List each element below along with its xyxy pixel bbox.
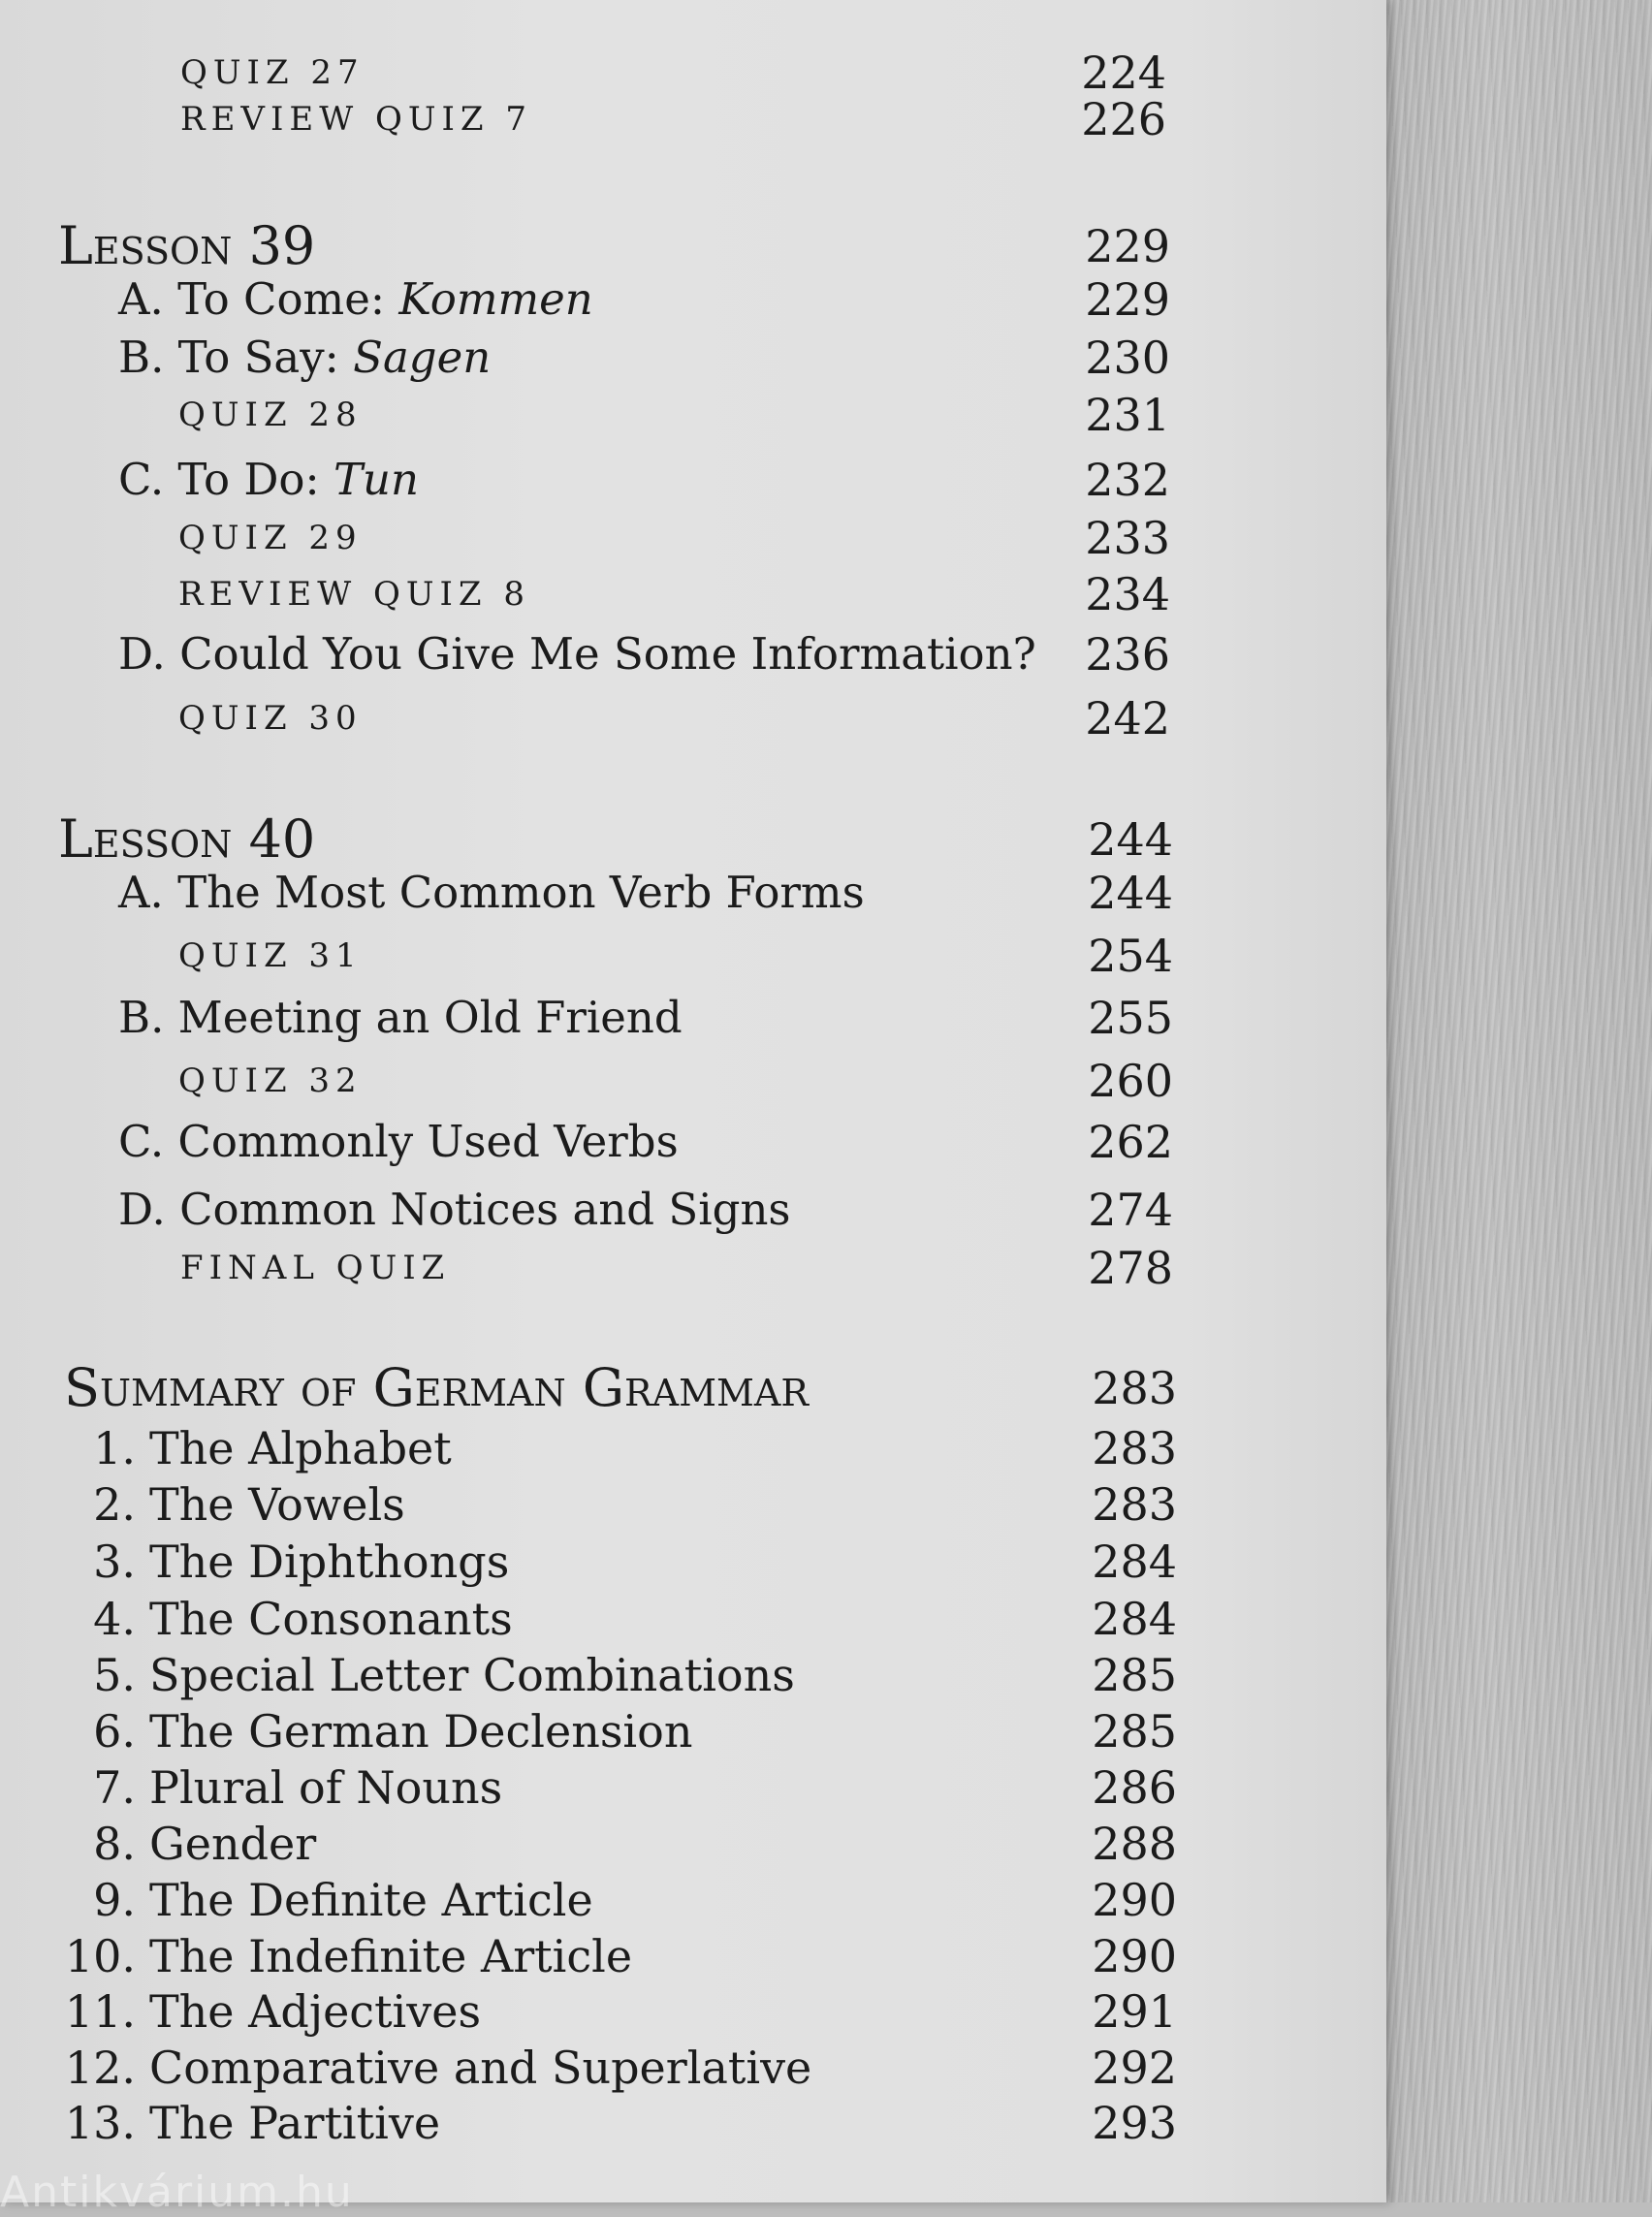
- grammar-entry: [0, 1873, 1386, 1927]
- toc-entry-page: 242: [1085, 692, 1170, 744]
- toc-entry-final-quiz: [0, 1241, 1386, 1295]
- toc-entry-page: 286: [1092, 1761, 1177, 1814]
- toc-heading-lesson-39: [0, 215, 1386, 276]
- toc-entry-label: 8. Gender: [93, 1818, 317, 1870]
- toc-entry-label: QUIZ 30: [178, 699, 363, 738]
- toc-entry-page: 262: [1088, 1116, 1173, 1168]
- toc-entry-page: 229: [1085, 220, 1170, 272]
- toc-entry-quiz-32: [0, 1054, 1386, 1108]
- toc-entry-page: 284: [1092, 1593, 1177, 1645]
- grammar-entry: [0, 1535, 1386, 1589]
- toc-entry-page: 232: [1085, 454, 1170, 506]
- grammar-entry: [0, 2096, 1386, 2150]
- toc-entry-emphasis: Tun: [334, 454, 419, 505]
- toc-entry-label: REVIEW QUIZ 7: [180, 100, 532, 139]
- toc-entry-tun: [0, 453, 1386, 507]
- toc-entry-review-quiz-7: [0, 92, 1386, 146]
- section-title: Summary of German Grammar: [64, 1357, 809, 1418]
- toc-entry-page: 285: [1092, 1705, 1177, 1758]
- toc-entry-page: 230: [1085, 332, 1170, 384]
- toc-entry-page: 291: [1092, 1985, 1177, 2038]
- toc-entry-label: 4. The Consonants: [93, 1593, 513, 1645]
- section-title: Lesson 39: [58, 215, 316, 276]
- toc-entry-information: [0, 627, 1386, 681]
- toc-entry-quiz-31: [0, 929, 1386, 983]
- toc-entry-page: 234: [1085, 568, 1170, 620]
- toc-entry-label: 9. The Definite Article: [93, 1874, 593, 1926]
- toc-entry-quiz-30: [0, 691, 1386, 745]
- toc-entry-label: 2. The Vowels: [93, 1478, 405, 1531]
- toc-entry-label: 7. Plural of Nouns: [93, 1761, 503, 1814]
- toc-entry-label: C. To Do: Tun: [118, 454, 419, 505]
- toc-entry-label: B. Meeting an Old Friend: [118, 992, 683, 1043]
- toc-entry-page: 229: [1085, 273, 1170, 326]
- toc-entry-label: 5. Special Letter Combinations: [93, 1649, 795, 1701]
- toc-entry-common-verbs: [0, 1115, 1386, 1169]
- toc-entry-label: REVIEW QUIZ 8: [178, 575, 530, 614]
- toc-entry-page: 244: [1088, 813, 1173, 866]
- toc-heading-summary: [0, 1357, 1386, 1418]
- toc-entry-label: QUIZ 27: [180, 53, 365, 92]
- toc-entry-quiz-28: [0, 388, 1386, 442]
- toc-entry-label: FINAL QUIZ: [180, 1249, 451, 1287]
- toc-entry-label: 6. The German Declension: [93, 1705, 693, 1758]
- toc-entry-label: QUIZ 31: [178, 936, 363, 975]
- toc-entry-notices-signs: [0, 1183, 1386, 1237]
- toc-entry-page: 290: [1092, 1874, 1177, 1926]
- toc-entry-page: 278: [1088, 1242, 1173, 1294]
- grammar-entry: [0, 1760, 1386, 1815]
- grammar-entry: [0, 1421, 1386, 1475]
- toc-entry-label: 11. The Adjectives: [64, 1985, 482, 2038]
- toc-entry-page: 283: [1092, 1478, 1177, 1531]
- toc-entry-label: QUIZ 28: [178, 396, 363, 434]
- toc-entry-label: 13. The Partitive: [64, 2097, 441, 2149]
- toc-entry-label: A. The Most Common Verb Forms: [118, 867, 865, 918]
- toc-entry-label: QUIZ 29: [178, 519, 363, 557]
- toc-entry-page: 224: [1081, 47, 1166, 99]
- watermark: Antikvárium.hu: [0, 2168, 354, 2217]
- toc-entry-emphasis: Kommen: [398, 273, 593, 325]
- toc-heading-lesson-40: [0, 808, 1386, 870]
- grammar-entry: [0, 1477, 1386, 1532]
- section-title: Lesson 40: [58, 808, 316, 870]
- toc-entry-page: 260: [1088, 1055, 1173, 1107]
- toc-entry-page: 290: [1092, 1930, 1177, 1982]
- toc-entry-label: 12. Comparative and Superlative: [64, 2042, 812, 2094]
- toc-entry-page: 274: [1088, 1184, 1173, 1236]
- toc-entry-emphasis: Sagen: [353, 332, 492, 383]
- toc-entry-page: 292: [1092, 2042, 1177, 2094]
- toc-entry-page: 285: [1092, 1649, 1177, 1701]
- toc-entry-page: 254: [1088, 930, 1173, 982]
- toc-entry-label: D. Common Notices and Signs: [118, 1184, 791, 1235]
- toc-entry-label: QUIZ 32: [178, 1061, 363, 1100]
- toc-entry-verb-forms: [0, 866, 1386, 920]
- grammar-entry: [0, 1817, 1386, 1871]
- grammar-entry: [0, 1984, 1386, 2039]
- toc-entry-page: 288: [1092, 1818, 1177, 1870]
- toc-entry-label: B. To Say: Sagen: [118, 332, 492, 383]
- grammar-entry: [0, 1929, 1386, 1983]
- toc-entry-kommen: [0, 272, 1386, 327]
- grammar-entry: [0, 1648, 1386, 1702]
- toc-entry-label: A. To Come: Kommen: [118, 273, 593, 325]
- grammar-entry: [0, 1704, 1386, 1758]
- toc-entry-page: 244: [1088, 867, 1173, 919]
- grammar-entry: [0, 1592, 1386, 1646]
- toc-entry-sagen: [0, 331, 1386, 385]
- toc-entry-label: D. Could You Give Me Some Information?: [118, 628, 1036, 680]
- toc-entry-page: 233: [1085, 512, 1170, 564]
- toc-entry-page: 226: [1081, 93, 1166, 145]
- toc-entry-old-friend: [0, 991, 1386, 1045]
- toc-entry-page: 236: [1085, 628, 1170, 681]
- toc-entry-label: C. Commonly Used Verbs: [118, 1116, 679, 1167]
- grammar-entry: [0, 2041, 1386, 2095]
- toc-entry-label: 10. The Indefinite Article: [64, 1930, 633, 1982]
- toc-entry-page: 284: [1092, 1536, 1177, 1588]
- toc-entry-label: 1. The Alphabet: [93, 1422, 452, 1474]
- toc-entry-page: 255: [1088, 992, 1173, 1044]
- background-texture: [1377, 0, 1652, 2202]
- toc-entry-quiz-29: [0, 511, 1386, 565]
- toc-entry-page: 293: [1092, 2097, 1177, 2149]
- toc-entry-label: 3. The Diphthongs: [93, 1536, 510, 1588]
- toc-entry-review-quiz-8: [0, 567, 1386, 621]
- toc-entry-page: 231: [1085, 389, 1170, 441]
- toc-entry-page: 283: [1092, 1362, 1177, 1414]
- toc-entry-page: 283: [1092, 1422, 1177, 1474]
